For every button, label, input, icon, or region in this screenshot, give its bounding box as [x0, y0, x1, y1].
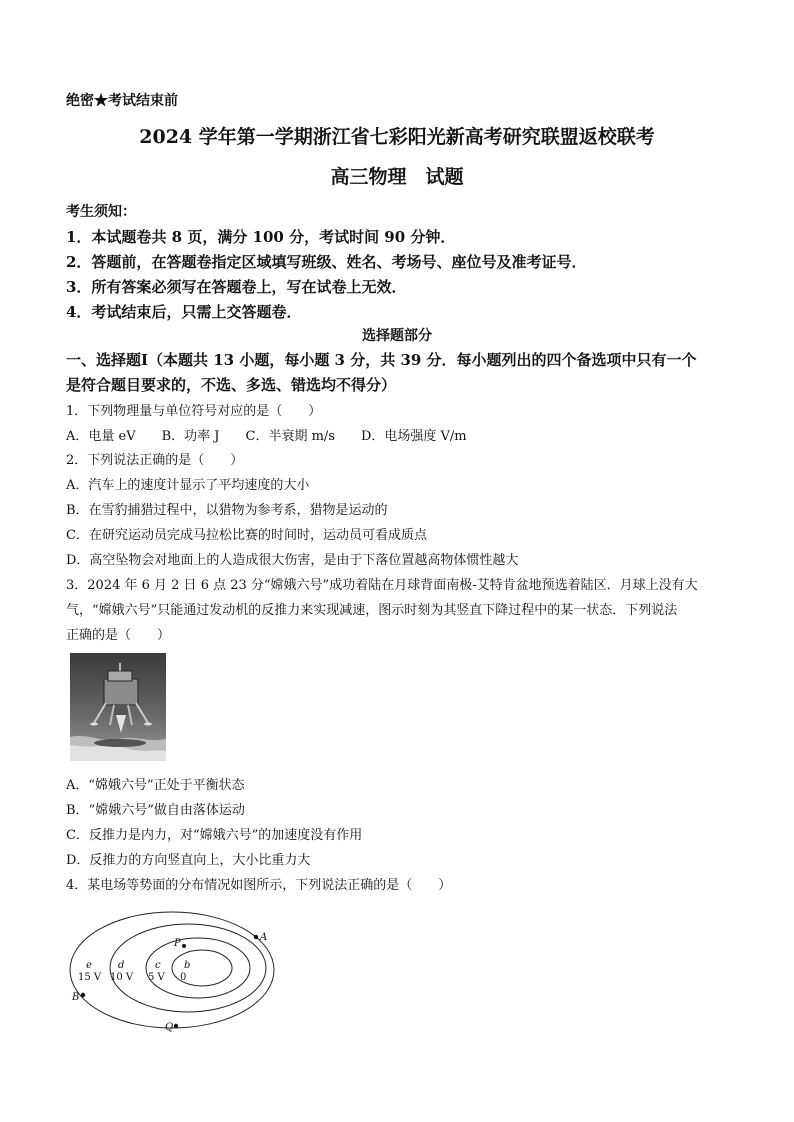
q2-option-d: D．高空坠物会对地面上的人造成很大伤害，是由于下落位置越高物体惯性越大: [66, 553, 519, 568]
q2-option-c: C．在研究运动员完成马拉松比赛的时间时，运动员可看成质点: [66, 528, 427, 543]
exam-title: 2024 学年第一学期浙江省七彩阳光新高考研究联盟返校联考: [139, 126, 655, 148]
surface-e-letter: e: [86, 960, 92, 971]
surface-b-letter: b: [184, 960, 191, 971]
exam-subtitle: 高三物理 试题: [330, 166, 464, 188]
lander-photo: [70, 653, 166, 761]
surface-e-voltage: 15 V: [78, 972, 102, 983]
label-Q: Q: [165, 1022, 174, 1033]
q3-stem-line: 正确的是（ ）: [66, 628, 171, 643]
label-A: A: [260, 932, 268, 943]
q4-stem: 4．某电场等势面的分布情况如图所示，下列说法正确的是（ ）: [66, 878, 452, 893]
q3-stem-line: 气，“嫦娥六号”只能通过发动机的反推力来实现减速，图示时刻为其竖直下降过程中的某一状态．下列说法: [66, 603, 678, 618]
equipotential-diagram: [60, 900, 288, 1040]
q1-stem: 1．下列物理量与单位符号对应的是（ ）: [66, 404, 322, 419]
q2-stem: 2．下列说法正确的是（ ）: [66, 453, 244, 468]
q2-option-b: B．在雪豹捕猎过程中，以猎物为参考系，猎物是运动的: [66, 503, 388, 518]
notice-item: 2．答题前，在答题卷指定区域填写班级、姓名、考场号、座位号及准考证号．: [66, 253, 587, 271]
q3-stem-line: 3．2024 年 6 月 2 日 6 点 23 分“嫦娥六号”成功着陆在月球背面南极-艾特肯盆地预选着陆区．月球上没有大: [66, 578, 698, 593]
q1-options: A．电量 eV B．功率 J C．半衰期 m/s D．电场强度 V/m: [66, 429, 467, 444]
q3-option-d: D．反推力的方向竖直向上，大小比重力大: [66, 853, 311, 868]
surface-b-voltage: 0: [180, 972, 187, 983]
point-P: [182, 944, 186, 948]
q3-option-a: A．“嫦娥六号”正处于平衡状态: [66, 778, 245, 793]
surface-c-letter: c: [155, 960, 161, 971]
surface-d-letter: d: [118, 960, 125, 971]
label-P: P: [174, 938, 181, 949]
section-title: 选择题部分: [362, 328, 432, 344]
q3-option-c: C．反推力是内力，对“嫦娥六号”的加速度没有作用: [66, 828, 363, 843]
surface-d-voltage: 10 V: [110, 972, 134, 983]
label-B: B: [72, 992, 80, 1003]
q2-option-a: A．汽车上的速度计显示了平均速度的大小: [66, 478, 310, 493]
point-A: [254, 935, 258, 939]
notice-item: 4．考试结束后，只需上交答题卷．: [66, 303, 302, 321]
equipotential-c: [146, 938, 250, 998]
surface-c-voltage: 5 V: [148, 972, 165, 983]
notice-item: 1．本试题卷共 8 页，满分 100 分，考试时间 90 分钟．: [66, 228, 456, 246]
part-heading-line1: 一、选择题Ⅰ（本题共 13 小题，每小题 3 分，共 39 分．每小题列出的四个备选项中只有一个: [66, 351, 697, 369]
secret-label: 绝密★考试结束前: [66, 93, 178, 109]
point-B: [81, 993, 85, 997]
part-heading-line2: 是符合题目要求的，不选、多选、错选均不得分）: [66, 376, 397, 394]
notice-item: 3．所有答案必须写在答题卷上，写在试卷上无效．: [66, 278, 407, 296]
notice-heading: 考生须知：: [66, 204, 136, 220]
point-Q: [174, 1024, 178, 1028]
q3-option-b: B．“嫦娥六号”做自由落体运动: [66, 803, 245, 818]
